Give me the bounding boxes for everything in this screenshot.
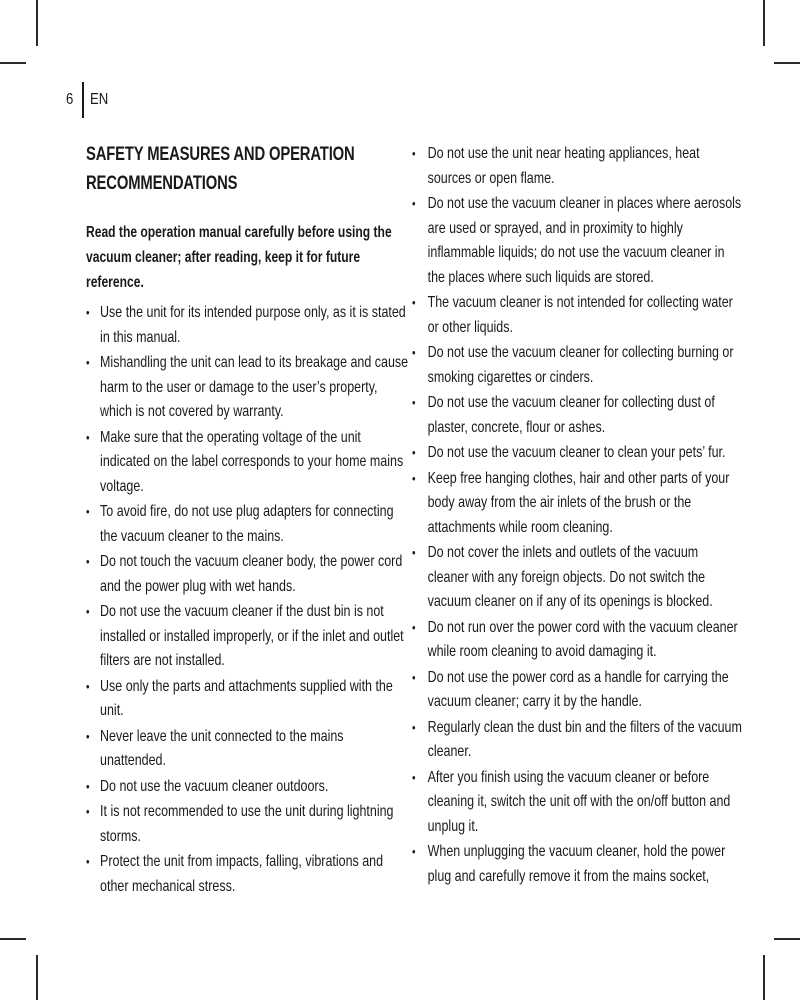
- list-item: [86, 775, 408, 800]
- list-item-text: Use the unit for its intended purpose only, as it is stated in this manual.: [100, 304, 406, 346]
- list-item-text: After you finish using the vacuum cleaner or before cleaning it, switch the unit off with the on/off button and unplug it.: [427, 768, 731, 835]
- right-column: [412, 142, 742, 890]
- list-item-text: Do not touch the vacuum cleaner body, the power cord and the power plug with wet hands.: [100, 553, 403, 595]
- list-item-text: Do not use the vacuum cleaner if the dust bin is not installed or installed improperly, or if the inlet and outlet filters are not installed.: [100, 603, 404, 669]
- list-item: [412, 291, 742, 340]
- list-item-text: Never leave the unit connected to the mains unattended.: [100, 727, 344, 769]
- crop-mark-right-top: [774, 62, 800, 64]
- list-item-text: Do not run over the power cord with the vacuum cleaner while room cleaning to avoid damaging it.: [427, 618, 738, 660]
- list-item: [86, 351, 408, 425]
- bullet-icon: •: [412, 395, 416, 410]
- crop-mark-right-bottom: [774, 938, 800, 940]
- language-label: EN: [90, 91, 109, 108]
- section-title: SAFETY MEASURES AND OPERATION RECOMMENDATIONS: [86, 144, 355, 194]
- list-item: [86, 500, 408, 549]
- list-item-text: When unplugging the vacuum cleaner, hold the power plug and carefully remove it from the mains socket,: [427, 843, 726, 885]
- list-item-text: Keep free hanging clothes, hair and other parts of your body away from the air inlets of the brush or the attachments while room cleaning.: [427, 469, 730, 536]
- list-item: [412, 716, 742, 765]
- list-item: [86, 301, 408, 350]
- list-item: [412, 391, 742, 440]
- bullet-icon: •: [86, 728, 90, 744]
- bullet-icon: •: [412, 196, 416, 211]
- list-item-text: Do not use the vacuum cleaner for collecting burning or smoking cigarettes or cinders.: [427, 344, 734, 386]
- page-number: 6: [66, 91, 73, 108]
- list-item-text: Protect the unit from impacts, falling, vibrations and other mechanical stress.: [100, 853, 384, 895]
- list-item-text: Do not use the unit near heating appliances, heat sources or open flame.: [427, 145, 700, 187]
- crop-mark-top-left: [36, 0, 38, 46]
- bullet-icon: •: [412, 669, 416, 685]
- right-bullet-list: [412, 142, 742, 889]
- list-item-text: Do not use the vacuum cleaner in places where aerosols are used or sprayed, and in proximity to highly inflammable liquids; do not use the vacuum cleaner in the places where such liquids are stored.: [427, 195, 742, 286]
- crop-mark-bottom-right: [763, 955, 765, 1000]
- list-item-text: Do not use the vacuum cleaner to clean your pets’ fur.: [427, 444, 726, 461]
- bullet-icon: •: [86, 554, 90, 569]
- list-item-text: It is not recommended to use the unit during lightning storms.: [100, 803, 394, 845]
- header-divider: [82, 82, 84, 118]
- bullet-icon: •: [86, 678, 90, 694]
- crop-mark-top-right: [763, 0, 765, 46]
- list-item-text: Make sure that the operating voltage of the unit indicated on the label corresponds to your home mains voltage.: [100, 428, 404, 495]
- list-item: [412, 467, 742, 541]
- bullet-icon: •: [86, 305, 90, 320]
- list-item: [412, 142, 742, 191]
- list-item: [412, 666, 742, 715]
- bullet-icon: •: [412, 345, 416, 360]
- bullet-icon: •: [412, 719, 416, 735]
- crop-mark-bottom-left: [36, 955, 38, 1000]
- list-item: [412, 616, 742, 665]
- bullet-icon: •: [412, 769, 416, 785]
- bullet-icon: •: [86, 778, 90, 794]
- page-header: [66, 82, 112, 118]
- list-item: [412, 192, 742, 290]
- list-item-text: Mishandling the unit can lead to its breakage and cause harm to the user or damage to the user’s property, which is not covered by warranty.: [100, 354, 409, 420]
- list-item-text: To avoid fire, do not use plug adapters for connecting the vacuum cleaner to the mains.: [100, 503, 394, 545]
- bullet-icon: •: [86, 355, 90, 370]
- list-item: [86, 600, 408, 674]
- list-item: [412, 341, 742, 390]
- left-bullet-list: [86, 301, 408, 899]
- bullet-icon: •: [412, 545, 416, 560]
- bullet-icon: •: [412, 470, 416, 486]
- left-column: [86, 140, 408, 900]
- list-item: [86, 550, 408, 599]
- list-item: [86, 725, 408, 774]
- bullet-icon: •: [412, 146, 416, 161]
- list-item-text: Do not use the power cord as a handle for carrying the vacuum cleaner; carry it by the handle.: [427, 668, 729, 710]
- list-item-text: Use only the parts and attachments supplied with the unit.: [100, 677, 393, 719]
- crop-mark-left-bottom: [0, 938, 26, 940]
- list-item-text: Do not cover the inlets and outlets of the vacuum cleaner with any foreign objects. Do not switch the vacuum cleaner on if any of its openings is blocked.: [427, 544, 713, 610]
- crop-mark-left-top: [0, 62, 26, 64]
- list-item: [412, 441, 742, 466]
- list-item-text: Do not use the vacuum cleaner outdoors.: [100, 777, 329, 795]
- bullet-icon: •: [86, 504, 90, 519]
- list-item: [86, 675, 408, 724]
- list-item-text: Do not use the vacuum cleaner for collecting dust of plaster, concrete, flour or ashes.: [427, 394, 715, 436]
- list-item: [86, 850, 408, 899]
- bullet-icon: •: [412, 295, 416, 310]
- bullet-icon: •: [86, 804, 90, 819]
- bullet-icon: •: [86, 604, 90, 619]
- bullet-icon: •: [412, 445, 416, 460]
- list-item-text: The vacuum cleaner is not intended for collecting water or other liquids.: [427, 294, 733, 336]
- bullet-icon: •: [86, 854, 90, 869]
- list-item: [86, 800, 408, 849]
- bullet-icon: •: [412, 844, 416, 859]
- intro-paragraph: Read the operation manual carefully before using the vacuum cleaner; after reading, keep it for future reference.: [86, 224, 392, 291]
- list-item: [412, 766, 742, 840]
- list-item: [412, 541, 742, 615]
- bullet-icon: •: [86, 429, 90, 445]
- list-item: [412, 840, 742, 889]
- list-item: [86, 426, 408, 500]
- list-item-text: Regularly clean the dust bin and the filters of the vacuum cleaner.: [427, 718, 742, 760]
- bullet-icon: •: [412, 619, 416, 635]
